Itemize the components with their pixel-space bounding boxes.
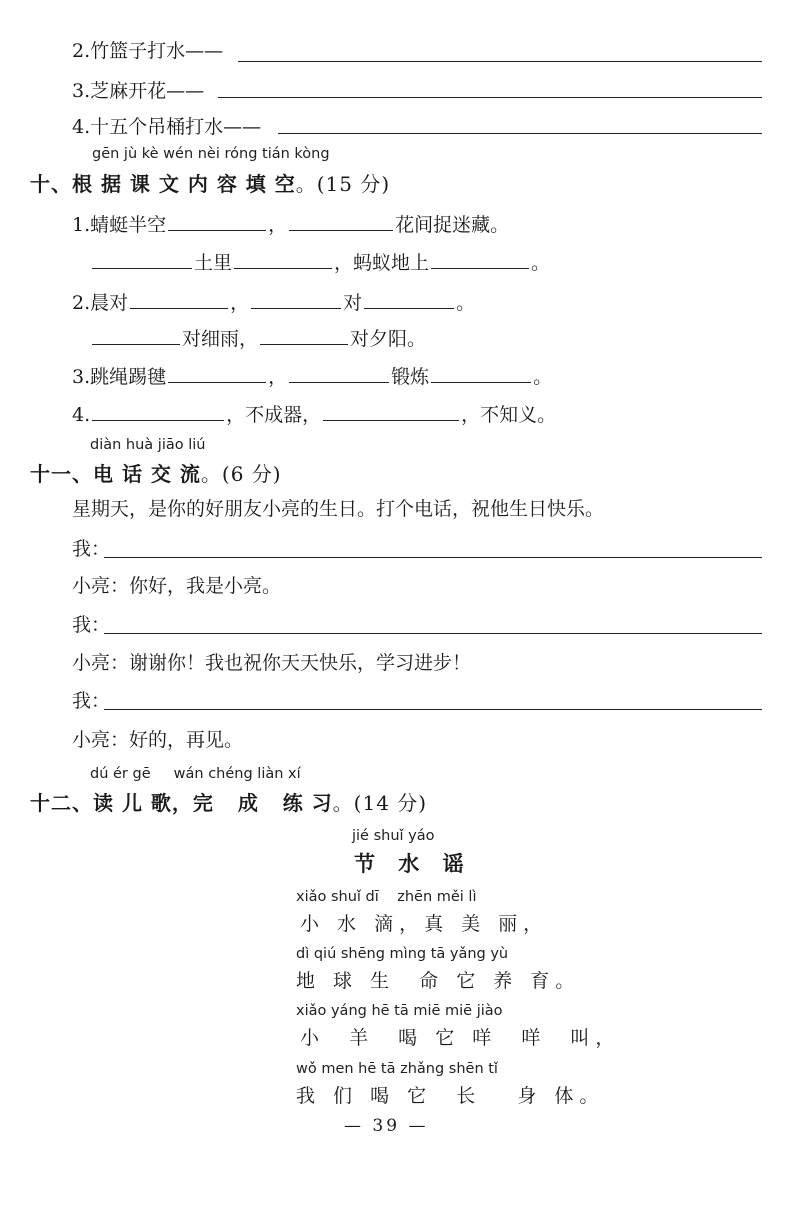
- s10-q2-row-b: [90, 322, 426, 352]
- s10-q3-comma: ，: [268, 366, 288, 388]
- section-10-pinyin: gēn jù kè wén nèi róng tián kòng: [92, 146, 330, 162]
- s10-q1-blank-4[interactable]: [234, 246, 332, 269]
- section-11-points: 。(6 分): [200, 462, 282, 486]
- s10-q1-blank-5[interactable]: [431, 246, 529, 269]
- poem-line-1: 小 水 滴，真 美 丽，: [300, 913, 549, 935]
- s10-q3-start: 3.跳绳踢毽: [72, 366, 167, 388]
- s10-q2-text-3: 对夕阳。: [350, 328, 427, 350]
- s10-q1-row-b: [90, 246, 550, 276]
- s10-q2-comma: ，: [230, 292, 250, 314]
- s11-me-label-2: 我：: [72, 614, 111, 636]
- s11-xiaoliang-line-3: 小亮：好的，再见。: [72, 729, 244, 751]
- s10-q1-text-3: ，蚂蚁地上: [334, 252, 430, 274]
- s10-q1-end: 花间捉迷藏。: [395, 214, 510, 236]
- s10-q2-blank-4[interactable]: [92, 322, 180, 345]
- s11-me-answer-line-3[interactable]: [104, 709, 762, 710]
- s10-q2-blank-2[interactable]: [251, 286, 341, 309]
- poem-line-3-pinyin: xiǎo yáng hē tā miē miē jiào: [296, 1003, 503, 1019]
- poem-line-4-pinyin: wǒ men hē tā zhǎng shēn tǐ: [296, 1061, 498, 1077]
- s10-q3-text-2: 锻炼: [391, 366, 430, 388]
- item-4-prompt: 4.十五个吊桶打水——: [72, 116, 262, 138]
- item-4-answer-line[interactable]: [278, 133, 762, 134]
- section-12-title: 十二、读 儿 歌，完 成 练 习: [30, 791, 333, 815]
- s10-q1-start: 1.蜻蜓半空: [72, 214, 167, 236]
- poem-line-4: 我 们 喝 它 长 身 体。: [296, 1085, 605, 1107]
- s10-q4-start: 4.: [72, 404, 91, 426]
- s10-q2-dui: 对: [343, 292, 363, 314]
- s11-me-label-3: 我：: [72, 690, 111, 712]
- section-10-title: 十、根 据 课 文 内 容 填 空: [30, 172, 296, 196]
- s10-q1-comma: ，: [268, 214, 288, 236]
- s11-prompt: 星期天，是你的好朋友小亮的生日。打个电话，祝他生日快乐。: [72, 498, 605, 520]
- s10-q4-blank-1[interactable]: [92, 398, 224, 421]
- item-2-answer-line[interactable]: [238, 61, 762, 62]
- poem-line-2-pinyin: dì qiú shēng mìng tā yǎng yù: [296, 946, 509, 962]
- s11-me-answer-line-1[interactable]: [104, 557, 762, 558]
- item-3-prompt: 3.芝麻开花——: [72, 80, 205, 102]
- s11-xiaoliang-line-1: 小亮：你好，我是小亮。: [72, 575, 282, 597]
- s10-q1-period: 。: [531, 252, 551, 274]
- section-12-pinyin: dú ér gē wán chéng liàn xí: [90, 766, 301, 782]
- s10-q2-blank-1[interactable]: [130, 286, 228, 309]
- s10-q3-period: 。: [533, 366, 553, 388]
- s10-q3-blank-1[interactable]: [168, 360, 266, 383]
- poem-line-1-pinyin: xiǎo shuǐ dī zhēn měi lì: [296, 889, 477, 905]
- section-12-heading: [30, 787, 427, 816]
- poem-line-3: 小 羊 喝 它 咩 咩 叫，: [300, 1027, 621, 1049]
- section-11-pinyin: diàn huà jiāo liú: [90, 437, 206, 453]
- poem-title-pinyin: jié shuǐ yáo: [352, 828, 435, 844]
- section-10-heading: [30, 168, 390, 197]
- section-11-heading: [30, 458, 282, 487]
- s10-q2-blank-5[interactable]: [260, 322, 348, 345]
- s10-q2-period: 。: [456, 292, 476, 314]
- item-3-answer-line[interactable]: [218, 97, 762, 98]
- s10-q1-text-2: 土里: [194, 252, 233, 274]
- item-2-prompt: 2.竹篮子打水——: [72, 40, 224, 62]
- s10-q1-row-a: [72, 208, 509, 238]
- s10-q3-row: [72, 360, 552, 390]
- s10-q1-blank-2[interactable]: [289, 208, 393, 231]
- s10-q4-row: [72, 398, 556, 428]
- s10-q3-blank-2[interactable]: [289, 360, 389, 383]
- section-11-title: 十一、电 话 交 流: [30, 462, 201, 486]
- s10-q4-text-3: ，不知义。: [461, 404, 557, 426]
- s11-me-answer-line-2[interactable]: [104, 633, 762, 634]
- s10-q2-start: 2.晨对: [72, 292, 129, 314]
- page-number: — 39 —: [344, 1116, 429, 1136]
- s10-q1-blank-3[interactable]: [92, 246, 192, 269]
- s10-q2-text-2: 对细雨，: [182, 328, 259, 350]
- s10-q4-blank-2[interactable]: [323, 398, 459, 421]
- section-10-points: 。(15 分): [295, 172, 391, 196]
- s10-q4-text-2: ，不成器，: [226, 404, 322, 426]
- s10-q1-blank-1[interactable]: [168, 208, 266, 231]
- s10-q2-blank-3[interactable]: [364, 286, 454, 309]
- poem-title: 节 水 谣: [354, 851, 472, 876]
- s11-xiaoliang-line-2: 小亮：谢谢你！我也祝你天天快乐，学习进步！: [72, 652, 472, 674]
- poem-line-2: 地 球 生 命 它 养 育。: [296, 970, 581, 992]
- s11-me-label-1: 我：: [72, 538, 111, 560]
- s10-q2-row-a: [72, 286, 475, 316]
- section-12-points: 。(14 分): [332, 791, 428, 815]
- s10-q3-blank-3[interactable]: [431, 360, 531, 383]
